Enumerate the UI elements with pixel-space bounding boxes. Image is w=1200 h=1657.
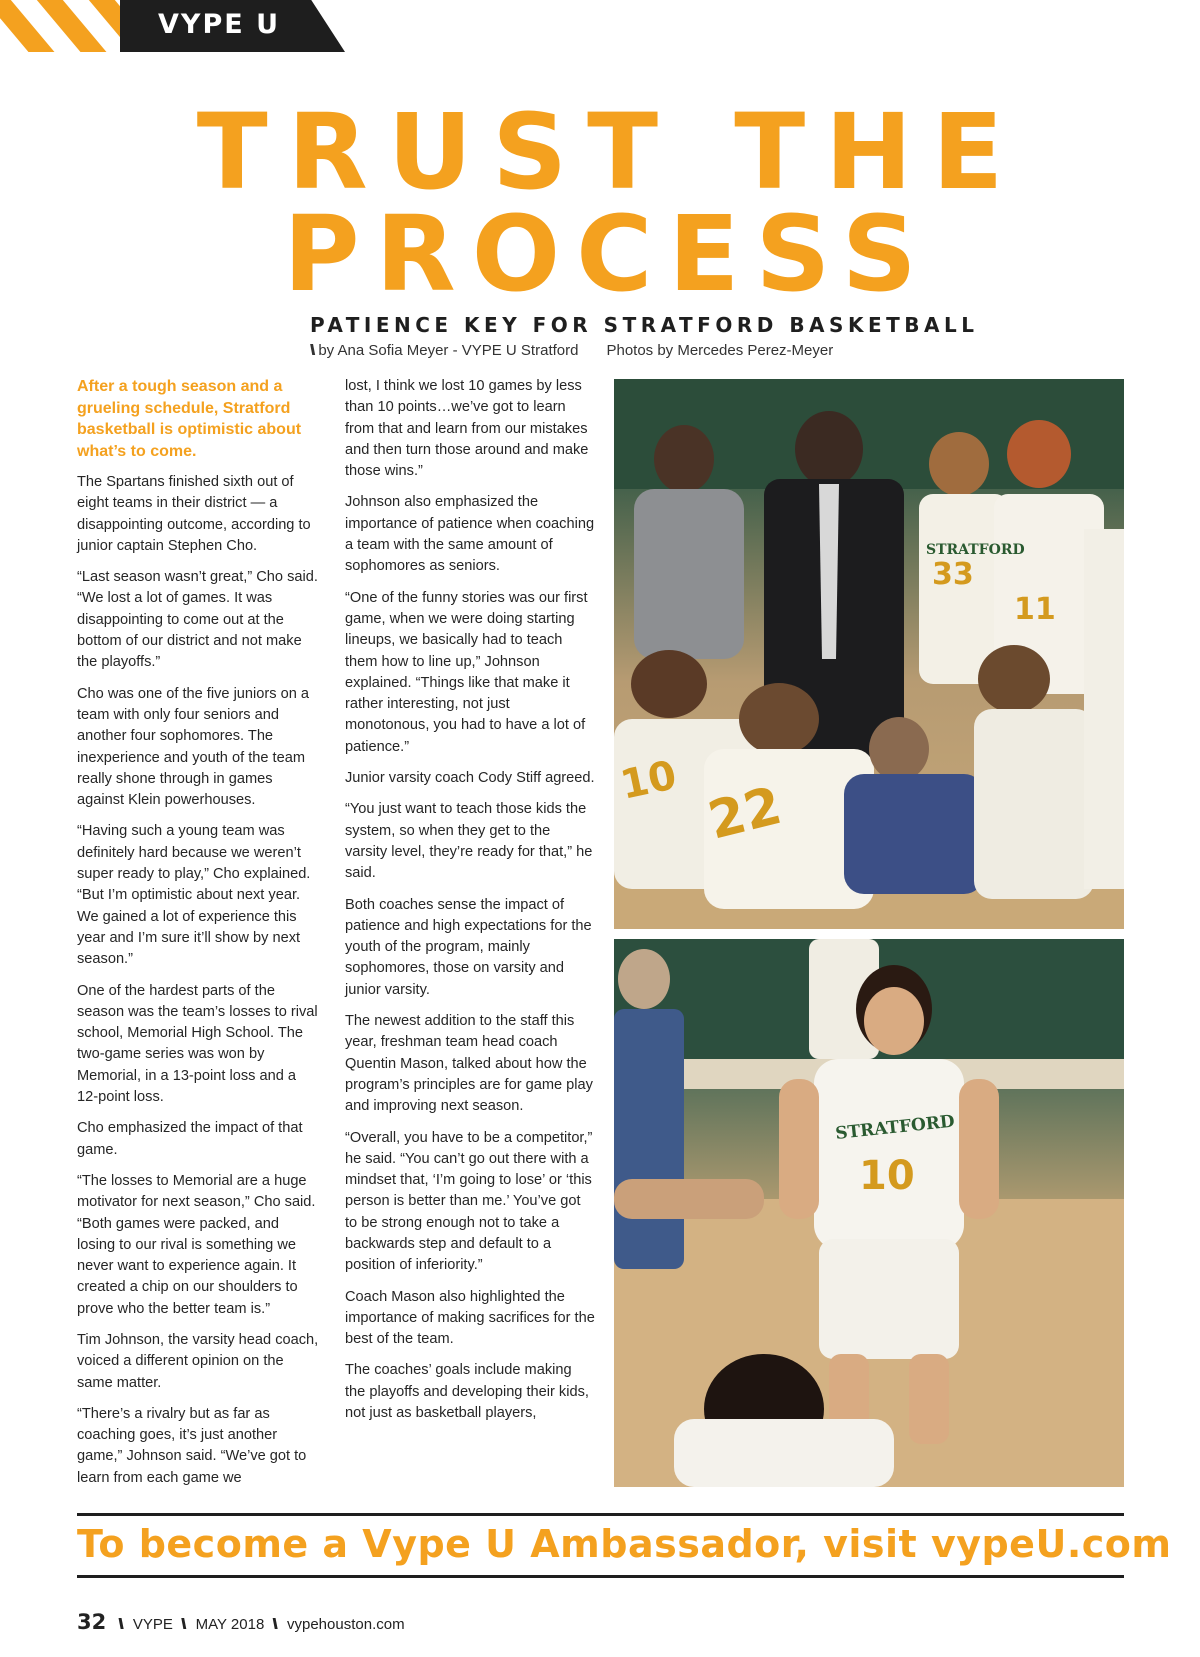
jersey-number: 11 — [1014, 592, 1056, 627]
paragraph: Tim Johnson, the varsity head coach, voiced a different opinion on the same matter. — [77, 1331, 319, 1391]
subheadline: PATIENCE KEY FOR STRATFORD BASKETBALL — [310, 313, 979, 337]
jersey-number: 22 — [702, 775, 788, 852]
folio-website: vypehouston.com — [287, 1616, 405, 1633]
paragraph: The coaches’ goals include making the playoffs and developing their kids, not just as basketball players, — [345, 1362, 589, 1422]
photo-credit: Photos by Mercedes Perez-Meyer — [606, 342, 834, 359]
paragraph: “One of the funny stories was our first game, when we were doing starting lineups, we basically had to teach them how to line up,” Johnson explained. “Things like that make it rather interesting, not just monotonous, you had to have a lot of patience.” — [345, 589, 588, 755]
ambassador-call-to-action: To become a Vype U Ambassador, visit vypeU.com — [77, 1522, 1172, 1566]
jersey-text: STRATFORD — [926, 542, 1025, 558]
paragraph: The newest addition to the staff this year, freshman team head coach Quentin Mason, talked about how the program’s principles are for game play and improving next season. — [345, 1013, 593, 1115]
headline-line-1: TRUST THE — [196, 91, 1024, 213]
paragraph: “Having such a young team was definitely hard because we weren’t super ready to play,” Cho explained. “But I’m optimistic about next year. We gained a lot of experience this year and I’m sure it’ll show by next season.” — [77, 823, 311, 968]
paragraph: Cho emphasized the impact of that game. — [77, 1120, 303, 1158]
section-label: VYPE U — [158, 9, 281, 40]
team-huddle-photo — [614, 379, 1124, 929]
article-column-2 — [345, 376, 595, 1434]
paragraph: One of the hardest parts of the season was the team’s losses to rival school, Memorial High School. The two-game series was won by Memorial, in a 13-point loss and a 12-point loss. — [77, 982, 318, 1106]
folio-separator: \\ — [118, 1616, 121, 1633]
paragraph: “Last season wasn’t great,” Cho said. “We lost a lot of games. It was disappointing to come out at the bottom of our district and not make the playoffs.” — [77, 569, 318, 671]
footer-rule-top — [77, 1513, 1124, 1516]
lede: After a tough season and a grueling schedule, Stratford basketball is optimistic about what’s to come. — [77, 378, 302, 460]
paragraph: “The losses to Memorial are a huge motivator for next season,” Cho said. “Both games were packed, and losing to our rival is something we never want to experience again. It created a chip on our shoulders to prove who the better team is.” — [77, 1172, 316, 1317]
paragraph: lost, I think we lost 10 games by less than 10 points…we’ve got to learn from that and learn from our mistakes and then turn those around and make those wins.” — [345, 378, 589, 480]
article-column-1 — [77, 376, 320, 1499]
footer-rule-bottom — [77, 1575, 1124, 1578]
paragraph: The Spartans finished sixth out of eight teams in their district — a disappointing outcome, according to junior captain Stephen Cho. — [77, 474, 311, 554]
paragraph: “You just want to teach those kids the system, so when they get to the varsity level, they’re ready for that,” he said. — [345, 801, 593, 882]
jersey-text: STRATFORD — [834, 1111, 956, 1144]
jersey-number: 33 — [932, 557, 974, 592]
jersey-number: 10 — [859, 1153, 915, 1199]
folio-magazine: VYPE — [132, 1616, 173, 1633]
byline-separator: \\ — [310, 342, 313, 359]
paragraph: Junior varsity coach Cody Stiff agreed. — [345, 770, 595, 787]
paragraph: Johnson also emphasized the importance of patience when coaching a team with the same amount of sophomores as seniors. — [345, 494, 595, 575]
byline-row — [310, 342, 833, 359]
paragraph: Coach Mason also highlighted the importance of making sacrifices for the best of the team. — [345, 1288, 595, 1348]
byline: by Ana Sofia Meyer - VYPE U Stratford — [318, 342, 579, 359]
paragraph: Both coaches sense the impact of patience and high expectations for the youth of the program, mainly sophomores, those on varsity and junior varsity. — [345, 896, 592, 998]
folio-separator: \\ — [272, 1616, 275, 1633]
paragraph: “Overall, you have to be a competitor,” he said. “You can’t go out there with a mindset that, ‘I’m going to lose’ or ‘this person is better than me.’ You’ve got to be strong enough not to take a backwards step and default to a position of inferiority.” — [345, 1129, 593, 1274]
player-10-illustration — [614, 939, 1124, 1487]
page-number: 32 — [77, 1610, 107, 1634]
jersey-number: 10 — [616, 752, 681, 809]
team-huddle-illustration — [614, 379, 1124, 929]
folio-issue-date: MAY 2018 — [195, 1616, 265, 1633]
player-10-photo — [614, 939, 1124, 1487]
folio-separator: \\ — [181, 1616, 184, 1633]
paragraph: Cho was one of the five juniors on a team with only four seniors and another four sophomores. The inexperience and youth of the team really shone through in games against Klein powerhouses. — [77, 685, 310, 809]
paragraph: “There’s a rivalry but as far as coaching goes, it’s just another game,” Johnson said. “We’ve got to learn from each game we — [77, 1405, 307, 1486]
page-folio — [77, 1610, 405, 1634]
headline-line-2: PROCESS — [283, 193, 933, 315]
